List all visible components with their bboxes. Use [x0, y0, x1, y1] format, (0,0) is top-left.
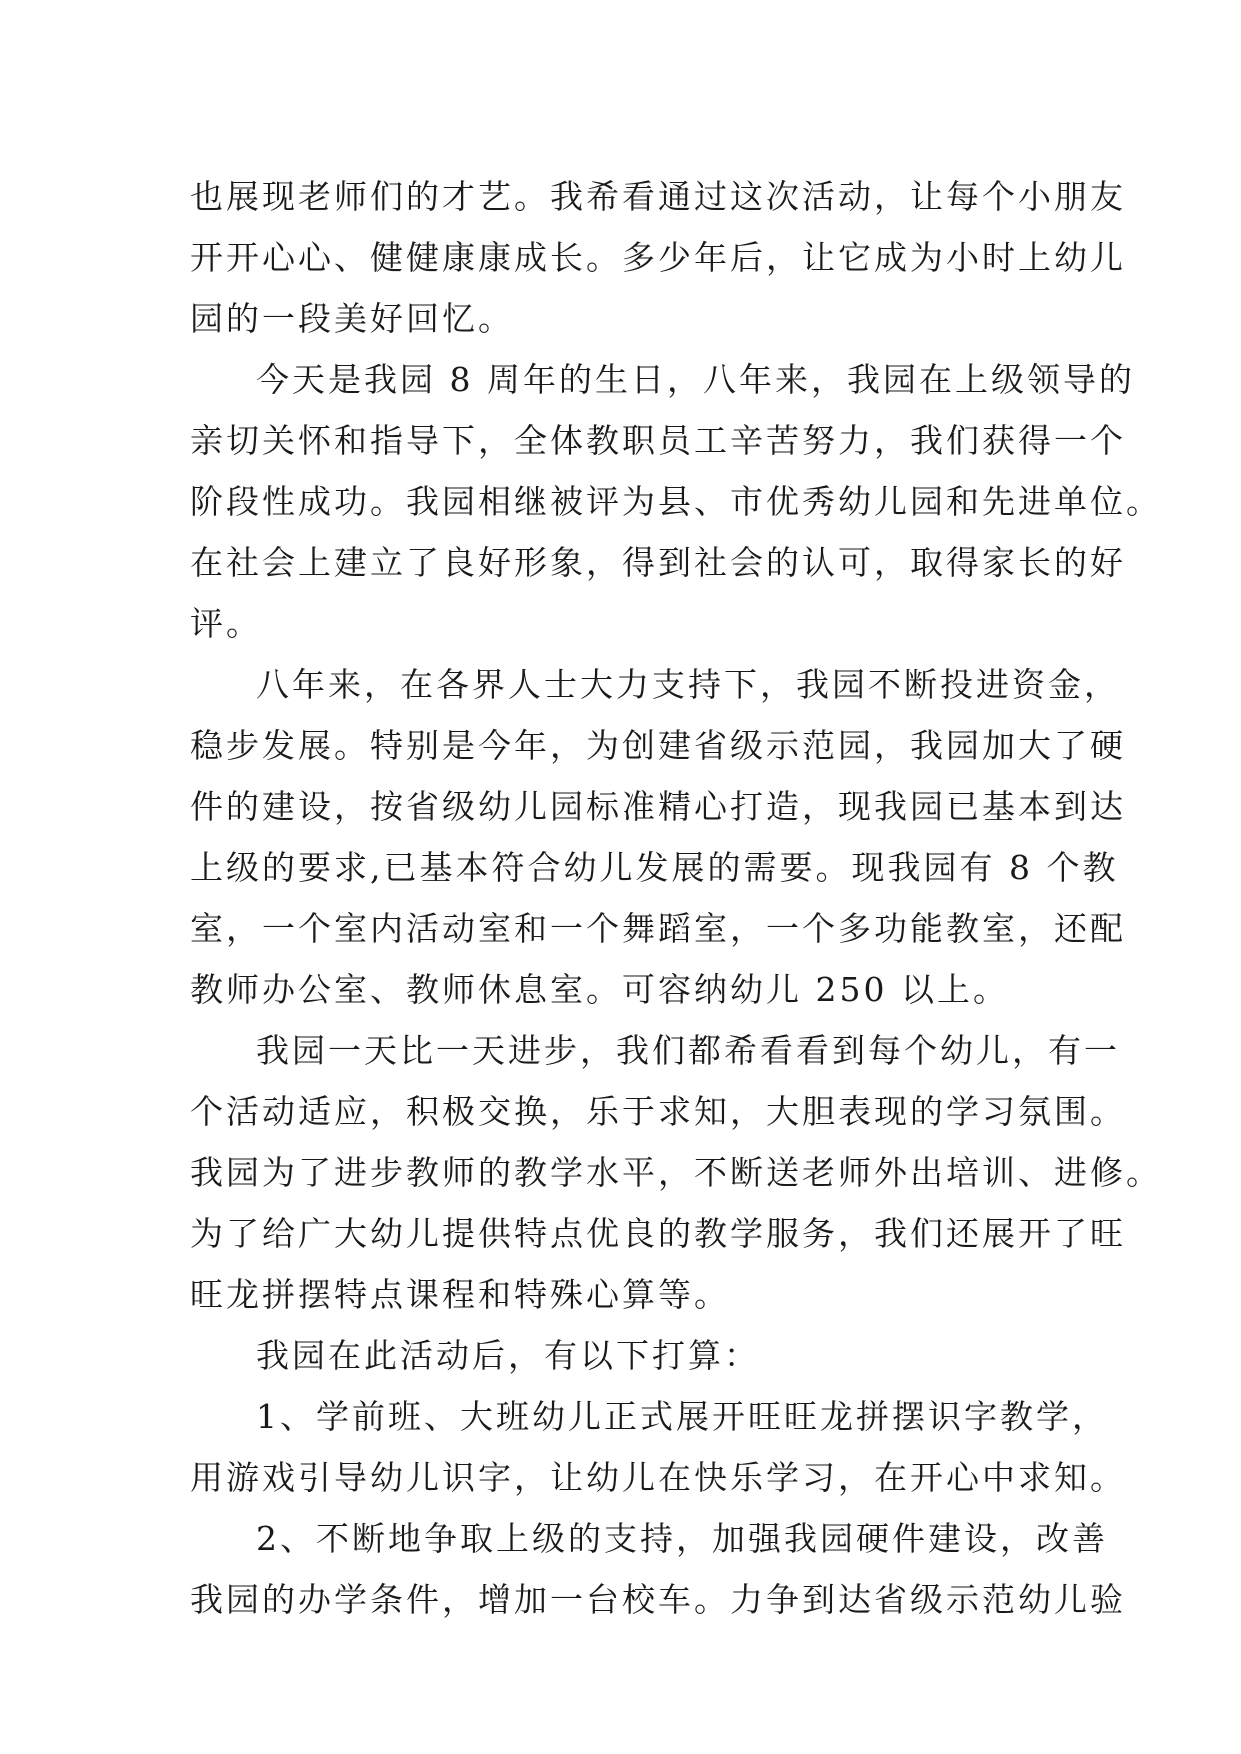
text-line: 为了给广大幼儿提供特点优良的教学服务，我们还展开了旺: [190, 1214, 1126, 1253]
paragraph: [190, 1325, 1070, 1386]
text-line: 今天是我园 8 周年的生日，八年来，我园在上级领导的: [256, 360, 1135, 399]
text-line: 件的建设，按省级幼儿园标准精心打造，现我园已基本到达: [190, 787, 1126, 826]
paragraph: [190, 166, 1126, 349]
text-line: 我园为了进步教师的教学水平，不断送老师外出培训、进修。: [190, 1153, 1162, 1192]
text-line: 教师办公室、教师休息室。可容纳幼儿 250 以上。: [190, 970, 1009, 1009]
text-line: 稳步发展。特别是今年，为创建省级示范园，我园加大了硬: [190, 726, 1126, 765]
text-line: 亲切关怀和指导下，全体教职员工辛苦努力，我们获得一个: [190, 421, 1126, 460]
paragraph: [190, 1386, 1126, 1508]
text-line: 1、学前班、大班幼儿正式展开旺旺龙拼摆识字教学，: [256, 1397, 1108, 1436]
paragraph: [190, 1508, 1126, 1630]
text-line: 我园一天比一天进步，我们都希看看到每个幼儿，有一: [256, 1031, 1120, 1070]
paragraph: [190, 1020, 1162, 1325]
text-line: 旺龙拼摆特点课程和特殊心算等。: [190, 1275, 730, 1314]
text-line: 在社会上建立了良好形象，得到社会的认可，取得家长的好: [190, 543, 1126, 582]
text-line: 开开心心、健健康康成长。多少年后，让它成为小时上幼儿: [190, 238, 1126, 277]
text-line: 也展现老师们的才艺。我希看通过这次活动，让每个小朋友: [190, 177, 1126, 216]
text-line: 2、不断地争取上级的支持，加强我园硬件建设，改善: [256, 1519, 1108, 1558]
document-body: [190, 166, 1162, 1630]
paragraph: [190, 654, 1126, 1020]
text-line: 阶段性成功。我园相继被评为县、市优秀幼儿园和先进单位。: [190, 482, 1162, 521]
text-line: 园的一段美好回忆。: [190, 299, 514, 338]
text-line: 我园的办学条件，增加一台校车。力争到达省级示范幼儿验: [190, 1580, 1126, 1619]
paragraph: [190, 349, 1162, 654]
text-line: 八年来，在各界人士大力支持下，我园不断投进资金，: [256, 665, 1120, 704]
text-line: 上级的要求,已基本符合幼儿发展的需要。现我园有 8 个教: [190, 848, 1119, 887]
text-line: 个活动适应，积极交换，乐于求知，大胆表现的学习氛围。: [190, 1092, 1126, 1131]
text-line: 用游戏引导幼儿识字，让幼儿在快乐学习，在开心中求知。: [190, 1458, 1126, 1497]
text-line: 我园在此活动后，有以下打算：: [256, 1336, 760, 1375]
text-line: 室，一个室内活动室和一个舞蹈室，一个多功能教室，还配: [190, 909, 1126, 948]
text-line: 评。: [190, 604, 262, 643]
